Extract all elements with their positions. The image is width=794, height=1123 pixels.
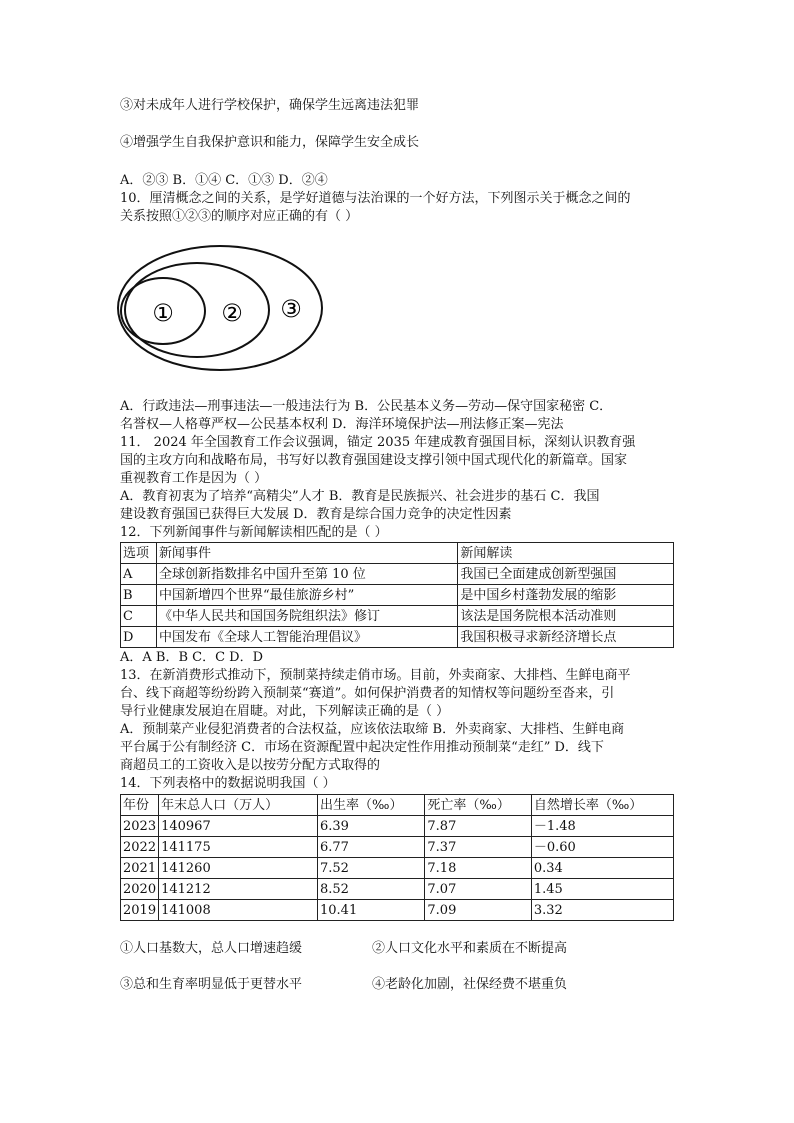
table-cell: 141175 <box>159 837 318 858</box>
table-cell: 141212 <box>159 879 318 900</box>
table-header-row <box>121 543 674 564</box>
header-cell: 新闻事件 <box>156 543 457 564</box>
table-cell: D <box>121 627 157 648</box>
table-cell: 2020 <box>121 879 159 900</box>
header-cell: 出生率（‰） <box>318 795 425 816</box>
table-cell: 中国发布《全球人工智能治理倡议》 <box>156 627 457 648</box>
q14-item-3: ③总和生育率明显低于更替水平 <box>120 977 303 992</box>
table-cell: 141008 <box>159 900 318 921</box>
table-cell: －0.60 <box>531 837 673 858</box>
table-cell: C <box>121 606 157 627</box>
table-row <box>121 900 674 921</box>
label-1: ① <box>152 299 174 327</box>
table-row <box>121 627 674 648</box>
table-cell: 2019 <box>121 900 159 921</box>
table-cell: A <box>121 564 157 585</box>
q12-table <box>120 542 674 648</box>
table-cell: 140967 <box>159 816 318 837</box>
q12-options: A．A B．B C．C D．D <box>120 650 264 665</box>
header-cell: 自然增长率（‰） <box>531 795 673 816</box>
q13-options-line-1: A．预制菜产业侵犯消费者的合法权益，应该依法取缔 B．外卖商家、大排档、生鲜电商 <box>120 722 625 737</box>
label-2: ② <box>221 299 243 327</box>
q13-options-line-2: 平台属于公有制经济 C．市场在资源配置中起决定性作用推动预制菜“走红” D．线下 <box>120 740 604 755</box>
table-cell: 141260 <box>159 858 318 879</box>
q14-item-2: ②人口文化水平和素质在不断提高 <box>372 941 568 956</box>
table-cell: 8.52 <box>318 879 425 900</box>
table-cell: 7.07 <box>425 879 531 900</box>
q10-stem-line-1: 10．厘清概念之间的关系，是学好道德与法治课的一个好方法，下列图示关于概念之间的 <box>120 191 631 206</box>
table-cell: 6.39 <box>318 816 425 837</box>
q13-options-line-3: 商超员工的工资收入是以按劳分配方式取得的 <box>120 758 381 773</box>
table-cell: 6.77 <box>318 837 425 858</box>
q12-stem: 12．下列新闻事件与新闻解读相匹配的是（ ） <box>120 525 388 540</box>
q14-stem: 14．下列表格中的数据说明我国（ ） <box>120 776 336 791</box>
table-row <box>121 606 674 627</box>
header-cell: 死亡率（‰） <box>425 795 531 816</box>
table-cell: B <box>121 585 157 606</box>
table-row <box>121 585 674 606</box>
header-cell: 年末总人口（万人） <box>159 795 318 816</box>
q11-stem-line-1: 11． 2024 年全国教育工作会议强调，锚定 2035 年建成教育强国目标，深刻认识教育强 <box>120 435 636 450</box>
q10-options-line-2: 名誉权—人格尊严权—公民基本权利 D．海洋环境保护法—刑法修正案—宪法 <box>120 417 564 432</box>
table-cell: 是中国乡村蓬勃发展的缩影 <box>458 585 674 606</box>
table-row <box>121 816 674 837</box>
q10-options-line-1: A．行政违法—刑事违法—一般违法行为 B．公民基本义务—劳动—保守国家秘密 C． <box>120 399 613 414</box>
q9-item-4: ④增强学生自我保护意识和能力，保障学生安全成长 <box>120 135 420 150</box>
q9-item-3: ③对未成年人进行学校保护，确保学生远离违法犯罪 <box>120 98 420 113</box>
table-cell: 1.45 <box>531 879 673 900</box>
table-cell: 0.34 <box>531 858 673 879</box>
table-cell: 全球创新指数排名中国升至第 10 位 <box>156 564 457 585</box>
table-cell: 7.18 <box>425 858 531 879</box>
q13-stem-line-2: 台、线下商超等纷纷跨入预制菜“赛道”。如何保护消费者的知情权等问题纷至沓来，引 <box>120 686 615 701</box>
table-row <box>121 879 674 900</box>
table-cell: 7.09 <box>425 900 531 921</box>
table-cell: 10.41 <box>318 900 425 921</box>
table-cell: 我国已全面建成创新型强国 <box>458 564 674 585</box>
q13-stem-line-3: 导行业健康发展迫在眉睫。对此，下列解读正确的是（ ） <box>120 704 450 719</box>
table-cell: 2022 <box>121 837 159 858</box>
table-cell: 该法是国务院根本活动准则 <box>458 606 674 627</box>
table-cell: 中国新增四个世界“最佳旅游乡村” <box>156 585 457 606</box>
table-cell: －1.48 <box>531 816 673 837</box>
concept-relationship-diagram <box>115 243 330 383</box>
table-cell: 7.87 <box>425 816 531 837</box>
table-cell: 3.32 <box>531 900 673 921</box>
q11-stem-line-2: 国的主攻方向和战略布局，书写好以教育强国建设支撑引领中国式现代化的新篇章。国家 <box>120 453 628 468</box>
header-cell: 选项 <box>121 543 157 564</box>
q11-options-line-1: A．教育初衷为了培养“高精尖”人才 B．教育是民族振兴、社会进步的基石 C．我国 <box>120 489 600 504</box>
table-cell: 我国积极寻求新经济增长点 <box>458 627 674 648</box>
table-cell: 2023 <box>121 816 159 837</box>
q11-stem-line-3: 重视教育工作是因为（ ） <box>120 471 268 486</box>
middle-ellipse-2 <box>125 263 269 357</box>
q14-item-1: ①人口基数大，总人口增速趋缓 <box>120 941 303 956</box>
table-cell: 2021 <box>121 858 159 879</box>
table-header-row <box>121 795 674 816</box>
table-cell: 7.37 <box>425 837 531 858</box>
q10-stem-line-2: 关系按照①②③的顺序对应正确的有（ ） <box>120 209 359 224</box>
q14-item-4: ④老龄化加剧，社保经费不堪重负 <box>372 977 568 992</box>
label-3: ③ <box>280 295 302 323</box>
q9-options: A．②③ B．①④ C．①③ D．②④ <box>120 173 328 188</box>
table-cell: 7.52 <box>318 858 425 879</box>
table-row <box>121 564 674 585</box>
header-cell: 年份 <box>121 795 159 816</box>
table-cell: 《中华人民共和国国务院组织法》修订 <box>156 606 457 627</box>
table-row <box>121 837 674 858</box>
header-cell: 新闻解读 <box>458 543 674 564</box>
q13-stem-line-1: 13．在新消费形式推动下，预制菜持续走俏市场。目前，外卖商家、大排档、生鲜电商平 <box>120 668 631 683</box>
q11-options-line-2: 建设教育强国已获得巨大发展 D．教育是综合国力竞争的决定性因素 <box>120 507 512 522</box>
table-row <box>121 858 674 879</box>
q14-population-table <box>120 794 674 921</box>
